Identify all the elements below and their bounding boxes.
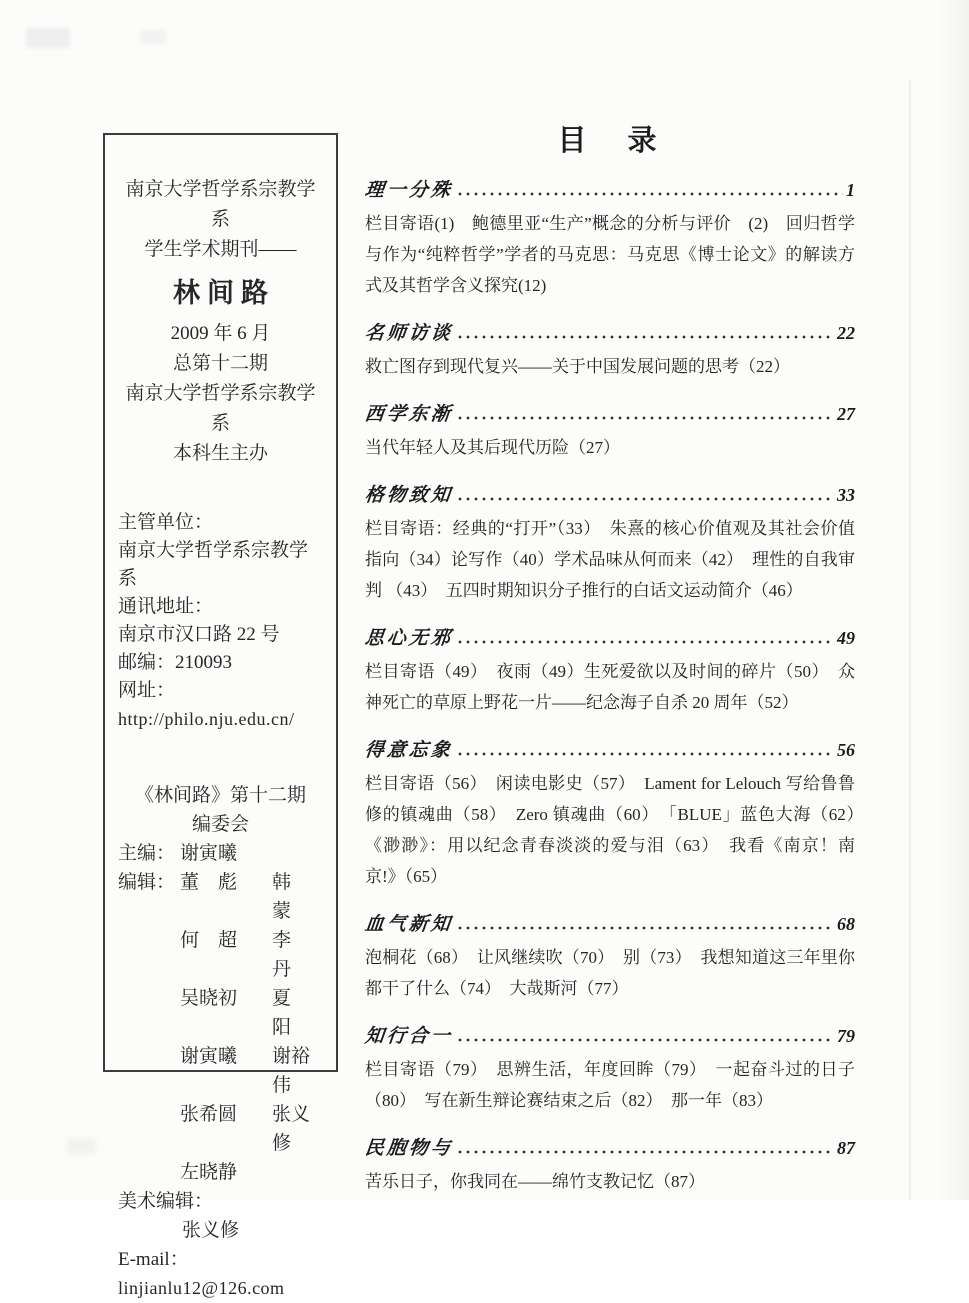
editor-row: [118, 1158, 323, 1187]
section-heading: 思心无邪: [363, 628, 454, 649]
dotted-leader: [456, 414, 834, 422]
toc-heading-row: [365, 399, 855, 426]
toc-section: [365, 1133, 855, 1197]
toc-heading-row: [365, 735, 855, 762]
editor-name: 左晓静: [180, 1162, 238, 1183]
masthead-box: [103, 133, 338, 1298]
editor-name: 夏 阳: [272, 988, 311, 1038]
dotted-leader: [456, 1148, 834, 1156]
chief-editor-row: [118, 839, 323, 868]
section-heading: 理一分殊: [363, 180, 454, 201]
toc-heading-row: [365, 623, 855, 650]
scan-smudge: [66, 1138, 96, 1154]
section-articles: 栏目寄语(1) 鲍德里亚“生产”概念的分析与评价 (2) 回归哲学与作为“纯粹哲学”学者的马克思：马克思《博士论文》的解读方式及其哲学含义探究(12): [365, 214, 855, 295]
section-page-number: 33: [837, 485, 855, 505]
section-page-number: 1: [846, 180, 855, 200]
section-page-number: 49: [837, 628, 855, 648]
toc-title: 目 录: [557, 125, 663, 157]
toc-heading-row: [365, 175, 855, 202]
address-label: 通讯地址：: [118, 596, 214, 617]
section-page-number: 68: [837, 914, 855, 934]
toc-section: [365, 1021, 855, 1116]
dotted-leader: [456, 750, 834, 758]
scan-edge-line: [909, 80, 911, 1200]
website-label: 网址：: [118, 680, 176, 701]
section-articles: 栏目寄语（49） 夜雨（49）生死爱欲以及时间的碎片（50） 众神死亡的草原上野花一片——纪念海子自杀 20 周年（52）: [365, 662, 855, 712]
editor-name: 董 彪: [180, 872, 238, 893]
editor-row: [118, 868, 323, 926]
section-heading: 民胞物与: [363, 1138, 454, 1159]
address-value: 南京市汉口路 22 号: [118, 624, 280, 645]
editor-name: 何 超: [180, 930, 238, 951]
section-heading: 格物致知: [363, 485, 454, 506]
editor-name: 张希圆: [180, 1104, 238, 1125]
table-of-contents: [363, 118, 872, 1214]
editorial-committee: [118, 781, 323, 1303]
art-editor-label: 美术编辑：: [118, 1191, 214, 1212]
email-address: linjianlu12@126.com: [118, 1278, 285, 1298]
section-articles: 栏目寄语（56） 闲读电影史（57） Lament for Lelouch 写给鲁鲁修的镇魂曲（58） Zero 镇魂曲（60） 「BLUE」蓝色大海（62） 《渺渺》：用以纪念青春淡淡的爱与泪（63） 我看《南京！南京!》（65）: [365, 774, 872, 886]
toc-heading-row: [365, 1133, 855, 1160]
supervisor-value: 南京大学哲学系宗教学系: [118, 540, 309, 589]
section-page-number: 87: [837, 1138, 855, 1158]
section-articles: 苦乐日子，你我同在——绵竹支教记忆（87）: [365, 1172, 705, 1191]
toc-heading-row: [365, 318, 855, 345]
toc-section: [365, 909, 855, 1004]
editor-row: [118, 984, 323, 1042]
dotted-leader: [456, 333, 834, 341]
section-page-number: 22: [837, 323, 855, 343]
editor-name: 谢裕伟: [272, 1046, 311, 1096]
editor-row: [118, 926, 323, 984]
supervisor-label: 主管单位：: [118, 512, 214, 533]
toc-heading-row: [365, 909, 855, 936]
section-heading: 血气新知: [363, 914, 454, 935]
dotted-leader: [456, 638, 834, 646]
editor-name: [272, 1158, 323, 1187]
toc-section: [363, 735, 872, 892]
toc-section: [365, 318, 855, 382]
editor-name: 李 丹: [272, 930, 311, 980]
journal-name: 林间路: [173, 278, 275, 308]
postcode: 邮编：210093: [118, 652, 233, 673]
toc-section: [365, 623, 855, 718]
issue-date: 2009 年 6 月: [170, 323, 271, 344]
scan-smudge: [140, 30, 166, 44]
section-heading: 名师访谈: [363, 323, 454, 344]
section-articles: 救亡图存到现代复兴——关于中国发展问题的思考（22）: [365, 357, 790, 376]
section-articles: 当代年轻人及其后现代历险（27）: [365, 438, 620, 457]
section-heading: 西学东渐: [363, 404, 454, 425]
section-heading: 得意忘象: [363, 740, 454, 761]
editor-row: [118, 1100, 323, 1158]
editor-row: [118, 1042, 323, 1100]
art-editor-name: 张义修: [182, 1220, 240, 1241]
section-page-number: 27: [837, 404, 855, 424]
section-page-number: 56: [837, 740, 855, 760]
email-label: E-mail：: [118, 1249, 189, 1270]
dotted-leader: [456, 190, 843, 198]
org-line: 学生学术期刊——: [144, 239, 297, 260]
chief-editor-name: 谢寅曦: [180, 843, 238, 864]
section-articles: 栏目寄语：经典的“打开”（33） 朱熹的核心价值观及其社会价值指向（34）论写作（40）学术品味从何而来（42） 理性的自我审判 （43） 五四时期知识分子推行的白话文运动简介（46）: [365, 519, 855, 600]
org-line: 南京大学哲学系宗教学系: [125, 179, 316, 230]
dotted-leader: [456, 1036, 834, 1044]
section-page-number: 79: [837, 1026, 855, 1046]
publisher-line: 南京大学哲学系宗教学系: [125, 383, 316, 434]
editor-name: 吴晓初: [180, 988, 238, 1009]
toc-heading-row: [365, 1021, 855, 1048]
dotted-leader: [456, 924, 834, 932]
masthead-header: [118, 175, 323, 469]
editor-name: 韩 蒙: [272, 872, 311, 922]
dotted-leader: [456, 495, 834, 503]
toc-section: [365, 399, 855, 463]
scan-smudge: [26, 28, 70, 48]
committee-title: 编委会: [191, 814, 249, 835]
section-heading: 知行合一: [363, 1026, 454, 1047]
chief-editor-label: 主编：: [118, 843, 176, 864]
toc-section: [365, 175, 855, 301]
toc-heading-row: [365, 480, 855, 507]
website-url: http://philo.nju.edu.cn/: [118, 709, 295, 729]
editor-name: 张义修: [272, 1104, 311, 1154]
scan-edge-shadow: [939, 0, 969, 1200]
editor-name: 谢寅曦: [180, 1046, 238, 1067]
committee-title: 《林间路》第十二期: [134, 785, 306, 806]
issue-number: 总第十二期: [172, 353, 268, 374]
masthead-contact: [118, 509, 323, 733]
editors-label: 编辑：: [118, 872, 176, 893]
section-articles: 栏目寄语（79） 思辨生活，年度回眸（79） 一起奋斗过的日子（80） 写在新生辩论赛结束之后（82） 那一年（83）: [365, 1060, 855, 1110]
section-articles: 泡桐花（68） 让风继续吹（70） 别（73） 我想知道这三年里你都干了什么（74） 大哉斯河（77）: [365, 948, 855, 998]
toc-section: [365, 480, 855, 606]
publisher-line: 本科生主办: [172, 443, 268, 464]
